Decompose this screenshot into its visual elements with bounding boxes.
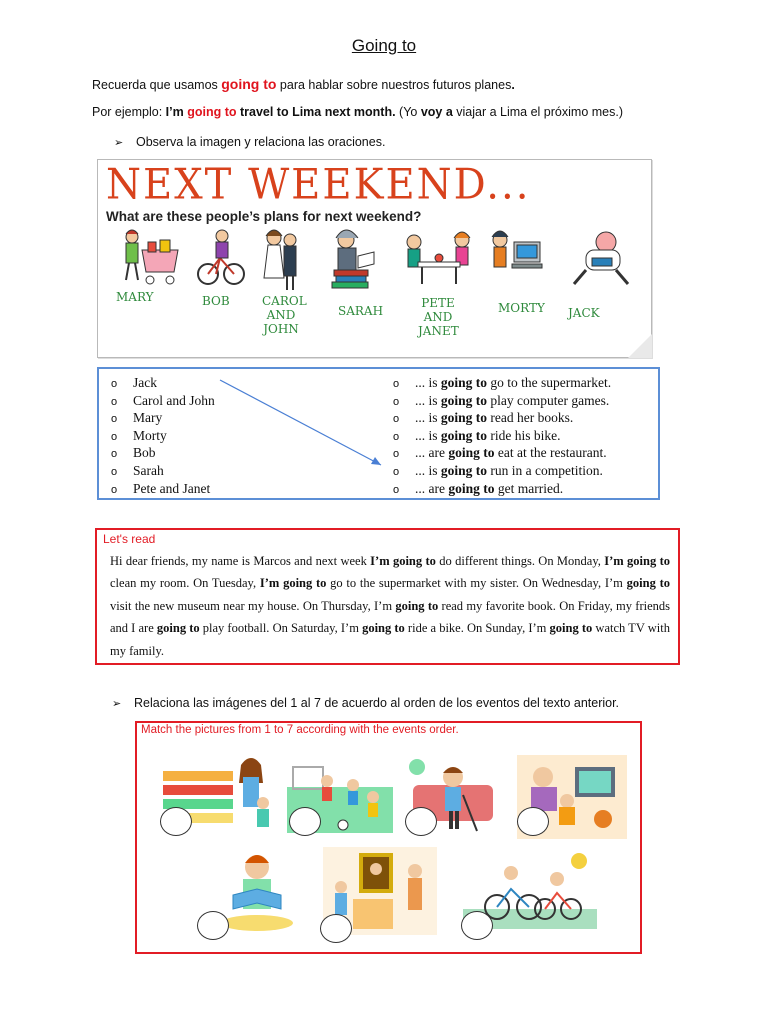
circle-bullet-icon: o xyxy=(111,413,118,426)
example-im: I’m xyxy=(165,105,188,119)
plan-item[interactable] xyxy=(393,445,611,463)
example-voy-a: voy a xyxy=(420,105,453,119)
read-keyword: I’m going to xyxy=(259,576,327,591)
poster-title: NEXT WEEKEND... xyxy=(106,160,531,210)
read-text: watch TV with my family. xyxy=(110,621,670,658)
answer-circle-5[interactable] xyxy=(197,911,229,940)
poster-name-mary: MARY xyxy=(116,290,154,304)
arrow-bullet-icon: ➢ xyxy=(114,137,124,149)
plan-keyword: going to xyxy=(440,427,488,443)
plan-keyword: going to xyxy=(440,375,488,390)
plan-post: read her books. xyxy=(487,410,574,426)
intro-highlight: going to xyxy=(221,76,277,92)
example-going-to: going to xyxy=(187,105,237,119)
poster-name-pete-and-janet: PETE AND JANET xyxy=(418,296,459,338)
plan-item[interactable] xyxy=(393,393,611,411)
person-item[interactable] xyxy=(111,428,215,446)
answer-circle-2[interactable] xyxy=(289,807,321,836)
intro-text-end: para hablar sobre nuestros futuros planes xyxy=(276,78,512,92)
read-text: play football. On Saturday, I’m xyxy=(199,621,363,636)
next-weekend-poster xyxy=(97,159,652,358)
plan-pre: ... is xyxy=(415,427,441,443)
morty-computer-illustration xyxy=(484,228,546,288)
plan-item[interactable] xyxy=(393,463,611,481)
read-text: Hi dear friends, my name is Marcos and next week xyxy=(110,554,371,568)
person-name: Bob xyxy=(133,445,156,461)
answer-circle-6[interactable] xyxy=(320,914,352,943)
read-text: visit the new museum near my house. On Thursday, I’m xyxy=(110,598,396,613)
read-keyword: I’m going to xyxy=(370,554,436,568)
circle-bullet-icon: o xyxy=(111,483,118,496)
plan-post: ride his bike. xyxy=(487,427,561,443)
page-title: Going to xyxy=(351,36,417,55)
poster-name-sarah: SARAH xyxy=(338,304,384,318)
person-item[interactable] xyxy=(111,463,215,481)
answer-circle-1[interactable] xyxy=(160,807,192,836)
plan-item[interactable] xyxy=(393,375,611,393)
example-line xyxy=(92,105,623,119)
example-sentence: travel to Lima next month. xyxy=(236,105,396,119)
circle-bullet-icon: o xyxy=(111,448,118,461)
example-label: Por ejemplo: xyxy=(92,105,166,119)
read-keyword: going to xyxy=(626,576,670,591)
pictures-box xyxy=(135,721,642,954)
bob-bike-illustration xyxy=(194,228,246,288)
circle-bullet-icon: o xyxy=(393,483,400,496)
person-name: Jack xyxy=(133,375,157,390)
intro-line xyxy=(92,76,515,92)
circle-bullet-icon: o xyxy=(393,465,400,478)
page-curl-decoration xyxy=(628,334,652,358)
plan-post: eat at the restaurant. xyxy=(494,445,607,461)
person-name: Morty xyxy=(133,427,167,443)
person-item[interactable] xyxy=(111,481,215,499)
example-translation-open: (Yo xyxy=(395,105,421,119)
circle-bullet-icon: o xyxy=(393,430,400,443)
mary-shopping-illustration xyxy=(102,228,182,288)
read-text: do different things. On Monday, xyxy=(435,554,605,568)
read-keyword: going to xyxy=(156,621,200,636)
instruction-observe-text: Observa la imagen y relaciona las oraciones. xyxy=(136,135,386,149)
match-arrow-line xyxy=(217,377,392,472)
poster-name-jack: JACK xyxy=(568,306,600,320)
circle-bullet-icon: o xyxy=(393,395,400,408)
circle-bullet-icon: o xyxy=(111,395,118,408)
jack-running-illustration xyxy=(556,228,638,290)
circle-bullet-icon: o xyxy=(393,413,400,426)
read-text: ride a bike. On Sunday, I’m xyxy=(404,621,550,636)
plan-pre: ... is xyxy=(415,462,441,478)
people-column xyxy=(111,375,215,498)
person-name: Carol and John xyxy=(133,392,215,408)
person-name: Mary xyxy=(133,410,163,426)
arrow-bullet-icon: ➢ xyxy=(112,698,122,710)
lets-read-paragraph xyxy=(110,550,670,662)
read-text: go to the supermarket with my sister. On Wednesday, I’m xyxy=(326,576,627,591)
person-item[interactable] xyxy=(111,393,215,411)
plan-item[interactable] xyxy=(393,481,611,499)
pete-janet-restaurant-illustration xyxy=(400,228,478,288)
circle-bullet-icon: o xyxy=(393,378,400,390)
read-keyword: going to xyxy=(549,621,593,636)
read-keyword: going to xyxy=(362,621,405,636)
matching-exercise-box xyxy=(97,367,660,500)
carol-john-illustration xyxy=(260,228,302,294)
plan-post: run in a competition. xyxy=(487,462,603,478)
answer-circle-7[interactable] xyxy=(461,911,493,940)
lets-read-title: Let's read xyxy=(103,532,156,546)
plan-pre: ... is xyxy=(415,392,441,408)
plan-post: get married. xyxy=(494,480,564,496)
person-name: Sarah xyxy=(133,462,164,478)
person-name: Pete and Janet xyxy=(133,480,211,496)
plans-column xyxy=(393,375,611,498)
read-text: clean my room. On Tuesday, xyxy=(110,576,260,591)
person-item[interactable] xyxy=(111,445,215,463)
read-keyword: going to xyxy=(395,598,439,613)
plan-keyword: going to xyxy=(440,392,488,408)
plan-item[interactable] xyxy=(393,410,611,428)
plan-pre: ... are xyxy=(415,445,449,461)
person-item[interactable] xyxy=(111,375,215,393)
plan-pre: ... are xyxy=(415,480,449,496)
read-keyword: I’m going to xyxy=(604,554,670,568)
intro-text: Recuerda que usamos xyxy=(92,78,222,92)
lets-read-box xyxy=(95,528,680,665)
poster-name-bob: BOB xyxy=(202,294,230,308)
instruction-relate-text: Relaciona las imágenes del 1 al 7 de acuerdo al orden de los eventos del texto anterior. xyxy=(134,696,620,710)
plan-pre: ... is xyxy=(415,410,441,426)
person-item[interactable] xyxy=(111,410,215,428)
instruction-relate xyxy=(112,696,619,710)
plan-post: go to the supermarket. xyxy=(487,375,612,390)
circle-bullet-icon: o xyxy=(111,430,118,443)
pictures-title: Match the pictures from 1 to 7 according with the events order. xyxy=(141,724,459,736)
plan-keyword: going to xyxy=(440,462,488,478)
plan-keyword: going to xyxy=(448,480,495,496)
poster-name-carol-and-john: CAROL AND JOHN xyxy=(262,294,307,336)
answer-circle-4[interactable] xyxy=(517,807,549,836)
circle-bullet-icon: o xyxy=(393,448,400,461)
plan-pre: ... is xyxy=(415,375,441,390)
circle-bullet-icon: o xyxy=(111,378,118,390)
instruction-observe xyxy=(114,135,385,149)
read-text: read my favorite book. On Friday, my friends and I are xyxy=(110,598,670,636)
plan-item[interactable] xyxy=(393,428,611,446)
sarah-reading-illustration xyxy=(324,228,382,290)
example-translation-close: viajar a Lima el próximo mes.) xyxy=(452,105,623,119)
circle-bullet-icon: o xyxy=(111,465,118,478)
answer-circle-3[interactable] xyxy=(405,807,437,836)
poster-subtitle: What are these people’s plans for next weekend? xyxy=(106,209,422,224)
plan-post: play computer games. xyxy=(487,392,610,408)
poster-name-morty: MORTY xyxy=(498,301,545,315)
plan-keyword: going to xyxy=(448,445,495,461)
intro-period: . xyxy=(511,78,515,92)
plan-keyword: going to xyxy=(440,410,488,426)
